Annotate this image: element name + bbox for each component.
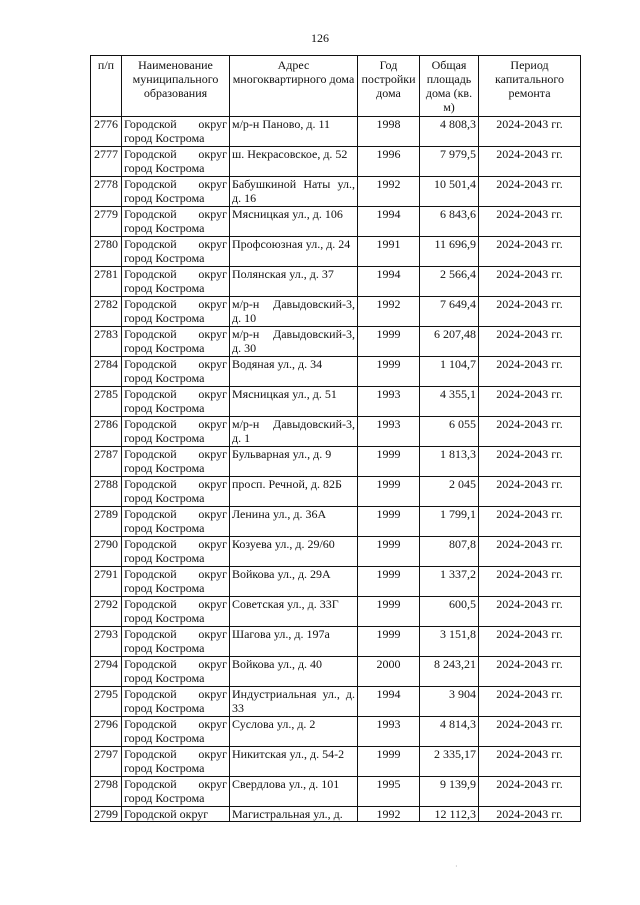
table-header — [91, 56, 581, 117]
year-cell: 1999 — [358, 477, 420, 507]
address-cell: Свердлова ул., д. 101 — [230, 777, 358, 807]
address-cell: м/р-н Паново, д. 11 — [230, 117, 358, 147]
table-row — [91, 597, 581, 627]
period-cell: 2024-2043 гг. — [479, 687, 581, 717]
address-cell: Козуева ул., д. 29/60 — [230, 537, 358, 567]
row-number-cell: 2783 — [91, 327, 122, 357]
housing-registry-table — [90, 55, 581, 822]
area-cell: 3 151,8 — [420, 627, 479, 657]
municipality-cell: Городской округ город Кострома — [122, 777, 230, 807]
year-cell: 1999 — [358, 507, 420, 537]
period-cell: 2024-2043 гг. — [479, 267, 581, 297]
municipality-cell: Городской округ город Кострома — [122, 147, 230, 177]
table-row — [91, 447, 581, 477]
period-cell: 2024-2043 гг. — [479, 447, 581, 477]
municipality-cell: Городской округ город Кострома — [122, 747, 230, 777]
period-cell: 2024-2043 гг. — [479, 597, 581, 627]
header-area: Общая площадь дома (кв. м) — [420, 56, 479, 117]
table-row — [91, 327, 581, 357]
year-cell: 1999 — [358, 537, 420, 567]
header-address: Адрес многоквартирного дома — [230, 56, 358, 117]
area-cell: 8 243,21 — [420, 657, 479, 687]
period-cell: 2024-2043 гг. — [479, 747, 581, 777]
address-cell: Войкова ул., д. 29А — [230, 567, 358, 597]
municipality-cell: Городской округ город Кострома — [122, 507, 230, 537]
period-cell: 2024-2043 гг. — [479, 507, 581, 537]
table-row — [91, 807, 581, 822]
municipality-cell: Городской округ город Кострома — [122, 267, 230, 297]
period-cell: 2024-2043 гг. — [479, 417, 581, 447]
municipality-cell: Городской округ город Кострома — [122, 657, 230, 687]
address-cell: Никитская ул., д. 54-2 — [230, 747, 358, 777]
address-cell: м/р-н Давыдовский-3, д. 10 — [230, 297, 358, 327]
address-cell: Бульварная ул., д. 9 — [230, 447, 358, 477]
row-number-cell: 2784 — [91, 357, 122, 387]
municipality-cell: Городской округ город Кострома — [122, 567, 230, 597]
table-row — [91, 537, 581, 567]
municipality-cell: Городской округ город Кострома — [122, 417, 230, 447]
municipality-cell: Городской округ город Кострома — [122, 687, 230, 717]
period-cell: 2024-2043 гг. — [479, 657, 581, 687]
municipality-cell: Городской округ город Кострома — [122, 717, 230, 747]
area-cell: 1 799,1 — [420, 507, 479, 537]
address-cell: м/р-н Давыдовский-3, д. 1 — [230, 417, 358, 447]
year-cell: 1993 — [358, 387, 420, 417]
municipality-cell: Городской округ город Кострома — [122, 177, 230, 207]
row-number-cell: 2789 — [91, 507, 122, 537]
year-cell: 1993 — [358, 417, 420, 447]
table-row — [91, 207, 581, 237]
year-cell: 1999 — [358, 567, 420, 597]
address-cell: Бабушкиной Наты ул., д. 16 — [230, 177, 358, 207]
address-cell: Советская ул., д. 33Г — [230, 597, 358, 627]
year-cell: 1994 — [358, 207, 420, 237]
table-body — [91, 117, 581, 822]
page-number: 126 — [311, 31, 329, 45]
period-cell: 2024-2043 гг. — [479, 537, 581, 567]
municipality-cell: Городской округ город Кострома — [122, 207, 230, 237]
period-cell: 2024-2043 гг. — [479, 807, 581, 822]
row-number-cell: 2786 — [91, 417, 122, 447]
period-cell: 2024-2043 гг. — [479, 717, 581, 747]
municipality-cell: Городской округ город Кострома — [122, 627, 230, 657]
area-cell: 6 843,6 — [420, 207, 479, 237]
row-number-cell: 2781 — [91, 267, 122, 297]
year-cell: 1992 — [358, 297, 420, 327]
year-cell: 1999 — [358, 327, 420, 357]
year-cell: 1991 — [358, 237, 420, 267]
row-number-cell: 2797 — [91, 747, 122, 777]
row-number-cell: 2779 — [91, 207, 122, 237]
row-number-cell: 2780 — [91, 237, 122, 267]
table-row — [91, 747, 581, 777]
period-cell: 2024-2043 гг. — [479, 777, 581, 807]
area-cell: 4 814,3 — [420, 717, 479, 747]
table-row — [91, 717, 581, 747]
period-cell: 2024-2043 гг. — [479, 117, 581, 147]
header-year: Год постройки дома — [358, 56, 420, 117]
area-cell: 2 045 — [420, 477, 479, 507]
area-cell: 7 979,5 — [420, 147, 479, 177]
row-number-cell: 2787 — [91, 447, 122, 477]
area-cell: 6 207,48 — [420, 327, 479, 357]
address-cell: Полянская ул., д. 37 — [230, 267, 358, 297]
address-cell: Шагова ул., д. 197а — [230, 627, 358, 657]
table-row — [91, 147, 581, 177]
period-cell: 2024-2043 гг. — [479, 147, 581, 177]
row-number-cell: 2785 — [91, 387, 122, 417]
row-number-cell: 2795 — [91, 687, 122, 717]
area-cell: 6 055 — [420, 417, 479, 447]
area-cell: 10 501,4 — [420, 177, 479, 207]
row-number-cell: 2777 — [91, 147, 122, 177]
period-cell: 2024-2043 гг. — [479, 297, 581, 327]
area-cell: 2 566,4 — [420, 267, 479, 297]
period-cell: 2024-2043 гг. — [479, 237, 581, 267]
area-cell: 807,8 — [420, 537, 479, 567]
year-cell: 1994 — [358, 267, 420, 297]
period-cell: 2024-2043 гг. — [479, 387, 581, 417]
area-cell: 1 104,7 — [420, 357, 479, 387]
table-row — [91, 567, 581, 597]
address-cell: Профсоюзная ул., д. 24 — [230, 237, 358, 267]
table-row — [91, 687, 581, 717]
municipality-cell: Городской округ город Кострома — [122, 297, 230, 327]
year-cell: 1995 — [358, 777, 420, 807]
row-number-cell: 2778 — [91, 177, 122, 207]
area-cell: 2 335,17 — [420, 747, 479, 777]
year-cell: 1998 — [358, 117, 420, 147]
area-cell: 12 112,3 — [420, 807, 479, 822]
year-cell: 1992 — [358, 177, 420, 207]
row-number-cell: 2799 — [91, 807, 122, 822]
address-cell: Магистральная ул., д. — [230, 807, 358, 822]
year-cell: 1999 — [358, 597, 420, 627]
header-period: Период капитального ремонта — [479, 56, 581, 117]
address-cell: Мясницкая ул., д. 106 — [230, 207, 358, 237]
municipality-cell: Городской округ город Кострома — [122, 327, 230, 357]
period-cell: 2024-2043 гг. — [479, 177, 581, 207]
table-row — [91, 297, 581, 327]
year-cell: 1999 — [358, 447, 420, 477]
row-number-cell: 2798 — [91, 777, 122, 807]
area-cell: 600,5 — [420, 597, 479, 627]
address-cell: ш. Некрасовское, д. 52 — [230, 147, 358, 177]
area-cell: 4 808,3 — [420, 117, 479, 147]
header-row — [91, 56, 581, 117]
year-cell: 1996 — [358, 147, 420, 177]
year-cell: 1994 — [358, 687, 420, 717]
municipality-cell: Городской округ город Кострома — [122, 387, 230, 417]
row-number-cell: 2788 — [91, 477, 122, 507]
header-number: п/п — [91, 56, 122, 117]
municipality-cell: Городской округ город Кострома — [122, 597, 230, 627]
table-row — [91, 627, 581, 657]
municipality-cell: Городской округ город Кострома — [122, 357, 230, 387]
period-cell: 2024-2043 гг. — [479, 327, 581, 357]
address-cell: м/р-н Давыдовский-3, д. 30 — [230, 327, 358, 357]
table-row — [91, 177, 581, 207]
table-row — [91, 657, 581, 687]
address-cell: Индустриальная ул., д. 33 — [230, 687, 358, 717]
period-cell: 2024-2043 гг. — [479, 477, 581, 507]
year-cell: 1999 — [358, 357, 420, 387]
municipality-cell: Городской округ — [122, 807, 230, 822]
row-number-cell: 2796 — [91, 717, 122, 747]
address-cell: Ленина ул., д. 36А — [230, 507, 358, 537]
row-number-cell: 2794 — [91, 657, 122, 687]
municipality-cell: Городской округ город Кострома — [122, 117, 230, 147]
area-cell: 11 696,9 — [420, 237, 479, 267]
area-cell: 1 337,2 — [420, 567, 479, 597]
table-row — [91, 237, 581, 267]
area-cell: 1 813,3 — [420, 447, 479, 477]
municipality-cell: Городской округ город Кострома — [122, 237, 230, 267]
year-cell: 1999 — [358, 747, 420, 777]
period-cell: 2024-2043 гг. — [479, 627, 581, 657]
table-row — [91, 267, 581, 297]
municipality-cell: Городской округ город Кострома — [122, 477, 230, 507]
table-row — [91, 477, 581, 507]
area-cell: 4 355,1 — [420, 387, 479, 417]
table-row — [91, 357, 581, 387]
row-number-cell: 2776 — [91, 117, 122, 147]
address-cell: Водяная ул., д. 34 — [230, 357, 358, 387]
municipality-cell: Городской округ город Кострома — [122, 447, 230, 477]
year-cell: 2000 — [358, 657, 420, 687]
table-row — [91, 387, 581, 417]
address-cell: Мясницкая ул., д. 51 — [230, 387, 358, 417]
area-cell: 7 649,4 — [420, 297, 479, 327]
area-cell: 3 904 — [420, 687, 479, 717]
year-cell: 1999 — [358, 627, 420, 657]
area-cell: 9 139,9 — [420, 777, 479, 807]
address-cell: Суслова ул., д. 2 — [230, 717, 358, 747]
table-row — [91, 417, 581, 447]
table-row — [91, 777, 581, 807]
address-cell: просп. Речной, д. 82Б — [230, 477, 358, 507]
period-cell: 2024-2043 гг. — [479, 357, 581, 387]
scan-speck: · — [455, 862, 458, 871]
table-row — [91, 507, 581, 537]
municipality-cell: Городской округ город Кострома — [122, 537, 230, 567]
row-number-cell: 2792 — [91, 597, 122, 627]
period-cell: 2024-2043 гг. — [479, 567, 581, 597]
row-number-cell: 2782 — [91, 297, 122, 327]
year-cell: 1992 — [358, 807, 420, 822]
row-number-cell: 2793 — [91, 627, 122, 657]
row-number-cell: 2791 — [91, 567, 122, 597]
row-number-cell: 2790 — [91, 537, 122, 567]
header-municipality: Наименование муниципального образования — [122, 56, 230, 117]
year-cell: 1993 — [358, 717, 420, 747]
period-cell: 2024-2043 гг. — [479, 207, 581, 237]
address-cell: Войкова ул., д. 40 — [230, 657, 358, 687]
table-row — [91, 117, 581, 147]
